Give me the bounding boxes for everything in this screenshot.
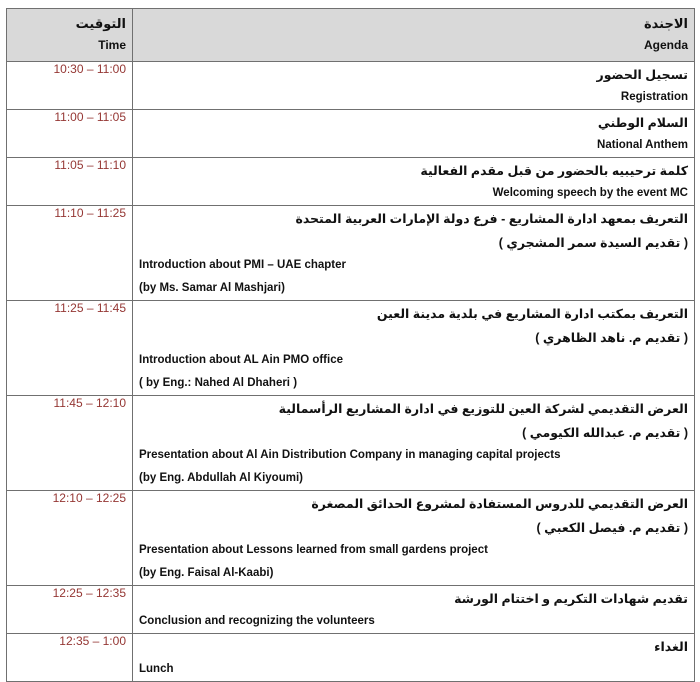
agenda-table <box>6 8 695 682</box>
time-cell: 11:25 – 11:45 <box>7 301 133 396</box>
time-cell: 11:10 – 11:25 <box>7 206 133 301</box>
agenda-cell <box>133 301 695 396</box>
time-cell: 12:10 – 12:25 <box>7 491 133 586</box>
agenda-cell <box>133 206 695 301</box>
agenda-cell <box>133 62 695 110</box>
item-presenter-ar: ( تقديم م. فيصل الكعبي ) <box>536 521 688 535</box>
header-row <box>7 9 695 62</box>
table-row <box>7 158 695 206</box>
time-cell: 12:25 – 12:35 <box>7 586 133 634</box>
agenda-cell <box>133 396 695 491</box>
table-row <box>7 62 695 110</box>
table-row <box>7 301 695 396</box>
item-title-en: Lunch <box>139 663 174 675</box>
time-header <box>7 9 133 62</box>
item-title-ar: العرض التقديمي للدروس المستفادة لمشروع الحدائق المصغرة <box>311 497 688 511</box>
item-title-ar: تقديم شهادات التكريم و اختتام الورشة <box>454 592 688 606</box>
table-row <box>7 634 695 682</box>
time-cell: 12:35 – 1:00 <box>7 634 133 682</box>
item-title-ar: تسجيل الحضور <box>596 68 688 82</box>
item-presenter-ar: ( تقديم م. عبدالله الكيومي ) <box>522 426 688 440</box>
agenda-header <box>133 9 695 62</box>
item-title-ar: كلمة ترحيبيه بالحضور من قبل مقدم الفعالية <box>420 164 688 178</box>
time-cell: 11:00 – 11:05 <box>7 110 133 158</box>
agenda-cell <box>133 158 695 206</box>
item-presenter-ar: ( تقديم السيدة سمر المشجري ) <box>498 236 688 250</box>
item-presenter-en: (by Ms. Samar Al Mashjari) <box>139 282 285 294</box>
agenda-cell <box>133 634 695 682</box>
time-cell: 11:05 – 11:10 <box>7 158 133 206</box>
table-row <box>7 491 695 586</box>
table-row <box>7 206 695 301</box>
item-title-en: Conclusion and recognizing the volunteers <box>139 615 375 627</box>
item-title-ar: العرض التقديمي لشركة العين للتوزيع في ادارة المشاريع الرأسمالية <box>278 402 688 416</box>
time-cell: 10:30 – 11:00 <box>7 62 133 110</box>
item-presenter-en: (by Eng. Abdullah Al Kiyoumi) <box>139 472 303 484</box>
item-title-ar: الغداء <box>654 640 688 654</box>
agenda-header-ar: الاجندة <box>644 16 688 31</box>
agenda-cell <box>133 491 695 586</box>
table-row <box>7 396 695 491</box>
item-presenter-ar: ( تقديم م. ناهد الظاهري ) <box>535 331 688 345</box>
item-title-en: National Anthem <box>597 139 688 151</box>
item-title-en: Presentation about Lessons learned from small gardens project <box>139 544 488 556</box>
agenda-cell <box>133 586 695 634</box>
item-presenter-en: (by Eng. Faisal Al-Kaabi) <box>139 567 274 579</box>
item-title-ar: التعريف بمعهد ادارة المشاريع - فرع دولة الإمارات العربية المتحدة <box>295 212 688 226</box>
item-title-en: Presentation about Al Ain Distribution Company in managing capital projects <box>139 449 561 461</box>
item-title-ar: التعريف بمكتب ادارة المشاريع في بلدية مدينة العين <box>376 307 688 321</box>
item-presenter-en: ( by Eng.: Nahed Al Dhaheri ) <box>139 377 298 389</box>
time-header-en: Time <box>98 38 126 52</box>
table-row <box>7 586 695 634</box>
time-header-ar: التوقيت <box>75 16 126 31</box>
agenda-cell <box>133 110 695 158</box>
table-row <box>7 110 695 158</box>
item-title-en: Introduction about AL Ain PMO office <box>139 354 344 366</box>
time-cell: 11:45 – 12:10 <box>7 396 133 491</box>
item-title-en: Introduction about PMI – UAE chapter <box>139 259 347 271</box>
item-title-en: Registration <box>620 91 688 103</box>
agenda-header-en: Agenda <box>643 38 688 52</box>
item-title-en: Welcoming speech by the event MC <box>492 187 688 199</box>
item-title-ar: السلام الوطني <box>597 116 688 130</box>
